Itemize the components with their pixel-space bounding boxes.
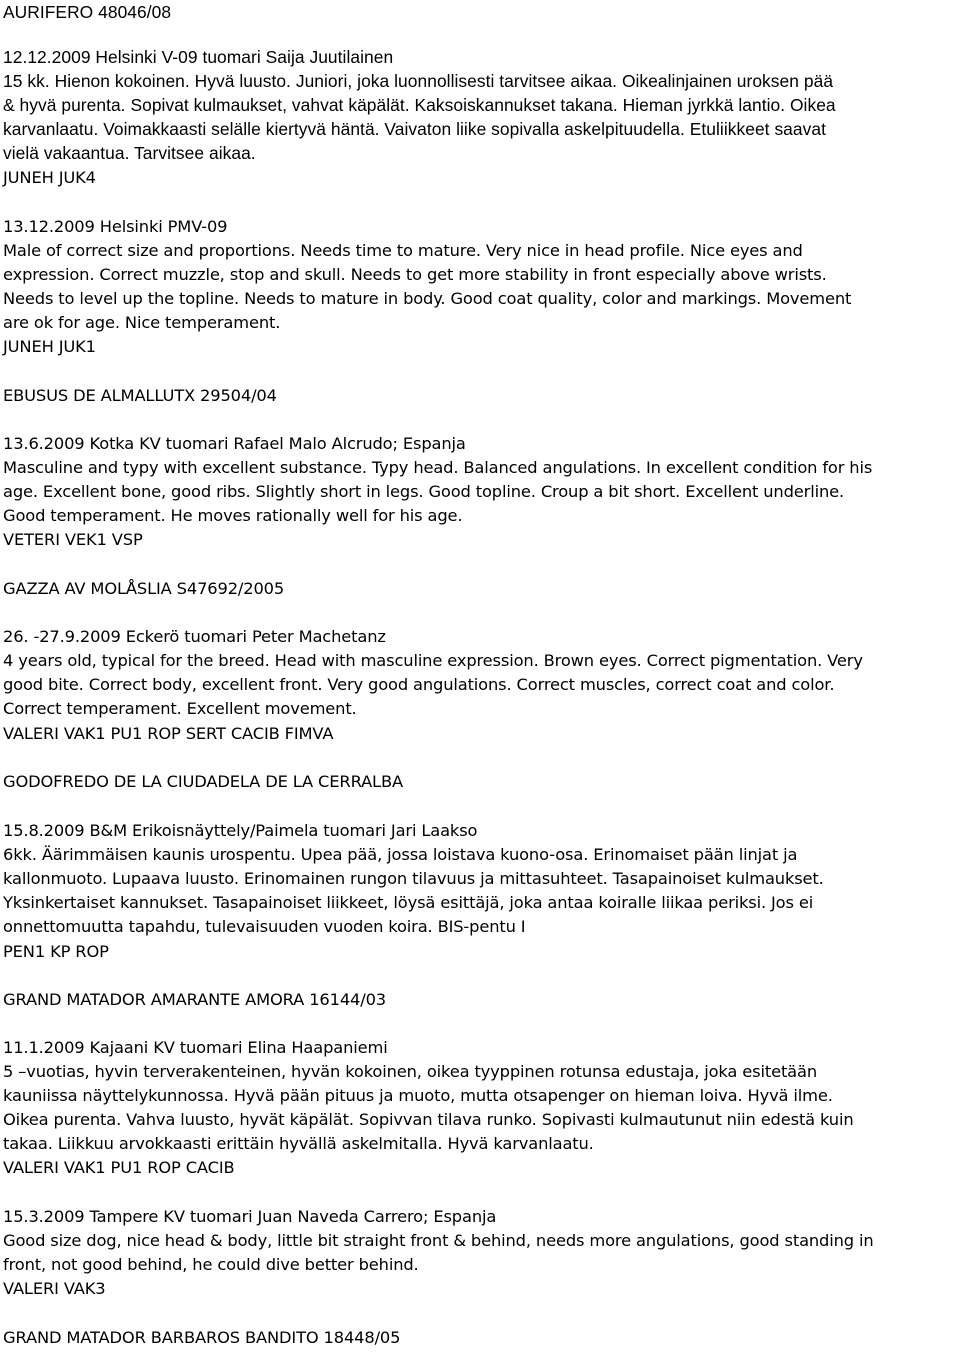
text-line: 11.1.2009 Kajaani KV tuomari Elina Haapaniemi	[3, 1038, 388, 1057]
text-line: Masculine and typy with excellent substance. Typy head. Balanced angulations. In excellent condition for his	[3, 458, 873, 477]
text-line: GODOFREDO DE LA CIUDADELA DE LA CERRALBA	[3, 772, 403, 791]
text-line: GRAND MATADOR AMARANTE AMORA 16144/03	[3, 990, 386, 1009]
text-line: kauniissa näyttelykunnossa. Hyvä pään pituus ja muoto, mutta otsapenger on hieman loiva. Hyvä ilme.	[3, 1086, 833, 1105]
text-line: 15.3.2009 Tampere KV tuomari Juan Naveda Carrero; Espanja	[3, 1207, 497, 1226]
text-line: 15 kk. Hienon kokoinen. Hyvä luusto. Juniori, joka luonnollisesti tarvitsee aikaa. Oikealinjainen uroksen pää	[3, 71, 834, 91]
text-line: GAZZA AV MOLÅSLIA S47692/2005	[3, 579, 285, 598]
text-line: VALERI VAK1 PU1 ROP SERT CACIB FIMVA	[3, 724, 334, 743]
text-line: kallonmuoto. Lupaava luusto. Erinomainen rungon tilavuus ja mittasuhteet. Tasapainoiset kulmaukset.	[3, 869, 824, 888]
text-line: GRAND MATADOR BARBAROS BANDITO 18448/05	[3, 1328, 401, 1347]
text-line: 4 years old, typical for the breed. Head with masculine expression. Brown eyes. Correct pigmentation. Very	[3, 651, 863, 670]
text-line: Good temperament. He moves rationally well for his age.	[3, 506, 463, 525]
text-line: 26. -27.9.2009 Eckerö tuomari Peter Machetanz	[3, 627, 386, 646]
text-line: karvanlaatu. Voimakkaasti selälle kiertyvä häntä. Vaivaton liike sopivalla askelpituudella. Etuliikkeet saavat	[3, 119, 826, 139]
text-line: Oikea purenta. Vahva luusto, hyvät käpälät. Sopivvan tilava runko. Sopivasti kulmautunut niin edestä kuin	[3, 1110, 854, 1129]
text-line: 13.6.2009 Kotka KV tuomari Rafael Malo Alcrudo; Espanja	[3, 434, 466, 453]
text-line: VETERI VEK1 VSP	[3, 530, 143, 549]
text-line: 6kk. Äärimmäisen kaunis urospentu. Upea pää, jossa loistava kuono-osa. Erinomaiset pään linjat ja	[3, 845, 798, 864]
text-line: VALERI VAK3	[3, 1279, 106, 1298]
text-line: 5 –vuotias, hyvin terverakenteinen, hyvän kokoinen, oikea tyyppinen rotunsa edustaja, joka esitetään	[3, 1062, 818, 1081]
text-line: Needs to level up the topline. Needs to mature in body. Good coat quality, color and markings. Movement	[3, 289, 852, 308]
text-line: JUNEH JUK4	[3, 168, 96, 187]
text-line: Correct temperament. Excellent movement.	[3, 699, 357, 718]
text-line: & hyvä purenta. Sopivat kulmaukset, vahvat käpälät. Kaksoiskannukset takana. Hieman jyrkkä lantio. Oikea	[3, 95, 836, 115]
text-line: AURIFERO 48046/08	[3, 2, 172, 22]
text-line: are ok for age. Nice temperament.	[3, 313, 281, 332]
text-line: 12.12.2009 Helsinki V-09 tuomari Saija Juutilainen	[3, 47, 394, 67]
text-line: PEN1 KP ROP	[3, 942, 109, 961]
text-line: 15.8.2009 B&M Erikoisnäyttely/Paimela tuomari Jari Laakso	[3, 821, 478, 840]
text-line: expression. Correct muzzle, stop and skull. Needs to get more stability in front especially above wrists.	[3, 265, 827, 284]
text-line: VALERI VAK1 PU1 ROP CACIB	[3, 1158, 235, 1177]
text-line: 13.12.2009 Helsinki PMV-09	[3, 217, 228, 236]
text-line: EBUSUS DE ALMALLUTX 29504/04	[3, 386, 277, 405]
text-line: good bite. Correct body, excellent front. Very good angulations. Correct muscles, correct coat and color.	[3, 675, 835, 694]
text-line: front, not good behind, he could dive better behind.	[3, 1255, 419, 1274]
text-line: Male of correct size and proportions. Needs time to mature. Very nice in head profile. Nice eyes and	[3, 241, 803, 260]
text-line: takaa. Liikkuu arvokkaasti erittäin hyvällä askelmitalla. Hyvä karvanlaatu.	[3, 1134, 594, 1153]
text-line: Good size dog, nice head & body, little bit straight front & behind, needs more angulations, good standing in	[3, 1231, 874, 1250]
text-line: JUNEH JUK1	[3, 337, 96, 356]
text-line: vielä vakaantua. Tarvitsee aikaa.	[3, 143, 256, 163]
text-line: Yksinkertaiset kannukset. Tasapainoiset liikkeet, löysä esittäjä, joka antaa koiralle liikaa periksi. Jos ei	[3, 893, 814, 912]
text-line: onnettomuutta tapahdu, tulevaisuuden vuoden koira. BIS-pentu I	[3, 917, 526, 936]
text-line: age. Excellent bone, good ribs. Slightly short in legs. Good topline. Croup a bit short. Excellent underline.	[3, 482, 845, 501]
